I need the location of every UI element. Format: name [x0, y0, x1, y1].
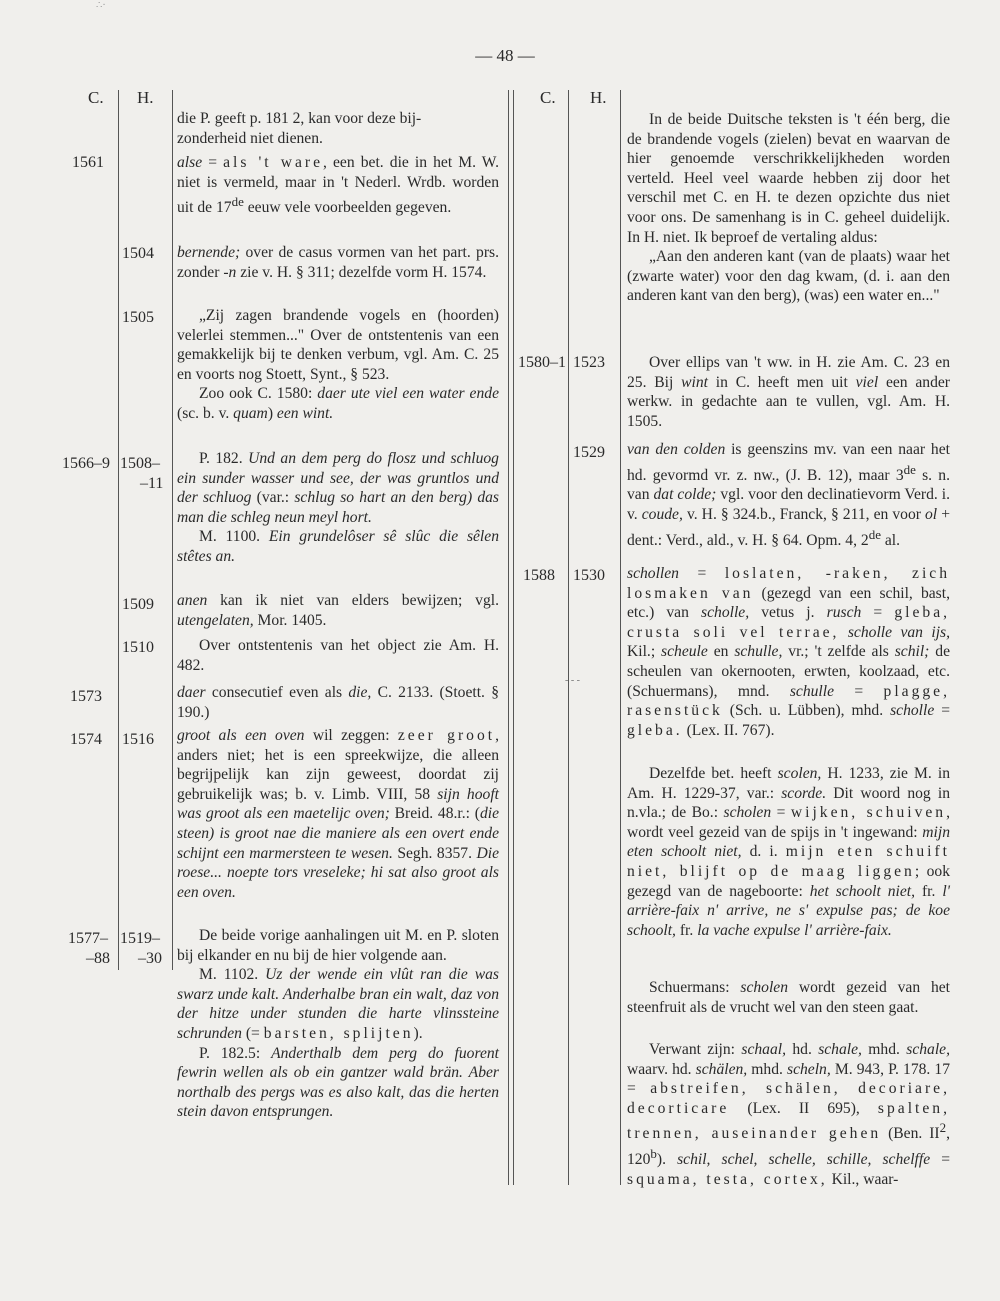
left-h-ref: 1505: [122, 309, 154, 326]
note-text: , 120: [627, 1125, 950, 1169]
quotation: Ein grundelôser sê slûc die sêlen stêtes an.: [177, 528, 499, 565]
note-text: =: [834, 682, 884, 700]
note-text: zie v. H. § 311; dezelfde vorm H. 1574.: [236, 263, 487, 281]
suffix: -n: [223, 263, 237, 281]
superscript: 2: [939, 1120, 947, 1136]
quotation: sijn hooft was groot als een maetelijc oven;: [177, 785, 499, 823]
headword: bernende;: [177, 244, 241, 261]
spaced-gloss: squama, testa, cortex,: [627, 1170, 828, 1188]
note-text: [839, 624, 847, 641]
quotation: een wint.: [276, 404, 334, 422]
note-text: M. 1102.: [199, 966, 266, 984]
note-text: hd.: [786, 1041, 819, 1058]
spaced-gloss: gleba, crusta soli vel terrae,: [627, 604, 951, 641]
note-text: ).: [656, 1151, 666, 1169]
note-text: consecutief even als: [205, 684, 349, 701]
note-block: [177, 683, 499, 722]
left-c-ref: 1577–: [68, 930, 108, 947]
note-text: waarv. hd.: [627, 1060, 696, 1078]
quotation: mijn eten schoolt niet,: [627, 823, 950, 861]
note-block: [177, 153, 499, 218]
spaced-gloss: zeer groot: [397, 727, 496, 744]
note-text: fr.: [915, 882, 943, 900]
page-smudge-mark: ∴·: [96, 0, 106, 11]
note-text: , wordt veel gezeid van de spijs in 't ingewand:: [627, 804, 950, 841]
note-text: vgl. voor den declinatievorm Verd. i. v.: [627, 486, 950, 523]
right-column-header-c: C.: [540, 88, 556, 107]
note-text: die P. geeft p. 181 2, kan voor deze bij-: [177, 110, 422, 127]
quotation: Und an dem perg do flosz und schluog ein sunder wasser und see, der was gruntlos und der schluog: [177, 450, 499, 507]
note-block: [177, 449, 499, 567]
note-text: „Zij zagen brandende vogels en (hoorden) velerlei stemmen..." Over de ontstentenis van een gemakkelijk bij te denken verbum, vgl. Am. C. 25 en voorts nog Stoett, Synt., § 523.: [177, 307, 499, 383]
spaced-gloss: mijn eten schuift niet, blijft op de maag liggen: [627, 843, 950, 880]
right-column-header-h: H.: [590, 88, 607, 107]
left-column-divider-c: [118, 90, 119, 970]
quotation: la vache expulse l' arrière-faix.: [697, 921, 892, 939]
quotation: quam: [233, 404, 268, 422]
note-text: =: [771, 804, 791, 822]
superscript: de: [903, 461, 916, 477]
spaced-gloss: als 't ware: [223, 154, 324, 171]
quotation: scholen: [740, 979, 789, 996]
note-text: al.: [880, 531, 901, 549]
spaced-gloss: abstreifen, schälen, decoriare, decorticare: [627, 1080, 950, 1117]
quotation: scholen: [723, 804, 772, 822]
note-text: H. 1233, zie M. in Am. H. 1229-37, var.:: [627, 765, 950, 802]
right-h-ref: 1529: [573, 444, 605, 461]
note-text: Over ontstentenis van het object zie Am. H. 482.: [177, 637, 499, 674]
note-block: [627, 110, 950, 306]
note-block: [627, 564, 950, 740]
left-column-header-h: H.: [137, 88, 154, 107]
quotation: schil;: [894, 643, 930, 661]
note-text: d. i.: [741, 843, 786, 861]
note-text: + dent.: Verd., ald., v. H. § 64. Opm. 4, 2: [627, 505, 950, 549]
spaced-gloss: barsten, splijten: [263, 1024, 414, 1042]
note-block: [627, 1040, 950, 1190]
note-text: Kil., waar-: [827, 1170, 899, 1188]
quotation: die,: [348, 684, 372, 701]
note-text: en: [707, 643, 735, 661]
note-text: In de beide Duitsche teksten is 't één berg, die de brandende vogels (zielen) bevat en waarvan de hier genoemde verschrikkelijkheden worden verteld. Heel veel waarde hebben zij door het verschil met C. en H. te dezen opzichte dus niet voor ons. De samenhang is in C. geheel duidelijk. In H. niet. Ik beproef de vertaling aldus:: [627, 111, 950, 246]
note-block: [627, 764, 950, 940]
note-text: Schuermans:: [649, 979, 741, 996]
quotation: wint: [681, 373, 709, 391]
note-text: over de casus vormen van het part. prs. zonder: [177, 244, 499, 281]
quotation: viel: [855, 373, 879, 391]
quotation: Anderthalb dem perg do fuorent fewrin wellen als ob ein gantzer wald brän. Aber northalb des pergs was es also kalt, das die herten stein davon entsprungen.: [177, 1044, 499, 1121]
quotation: daer ute viel een water ende: [317, 385, 499, 403]
left-h-ref: 1519–: [120, 930, 160, 947]
right-h-ref: 1523: [573, 354, 605, 371]
note-text: „Aan den anderen kant (van de plaats) waar het (zwarte water) voor den dag kwam, (d. i. aan den anderen kant van den berg), (was) een water en...": [627, 248, 950, 305]
quotation: dat colde;: [653, 486, 717, 504]
left-h-ref: 1509: [122, 596, 154, 613]
superscript: b: [650, 1146, 657, 1162]
note-text: =: [934, 702, 950, 720]
note-text: ).: [413, 1024, 423, 1042]
note-block: [177, 306, 499, 424]
left-c-ref: 1561: [72, 154, 104, 171]
center-divider-2: [513, 90, 514, 1185]
right-h-ref: 1530: [573, 567, 605, 584]
note-text: , anders niet; het is een spreekwijze, die alleen begrijpelijk kan zijn geweest, doordat zij gebruikelijk was; b. v. Limb. VIII, 58: [177, 727, 499, 803]
note-text: Segh. 8357.: [392, 844, 477, 862]
headword: schollen: [627, 565, 679, 582]
note-block: [627, 440, 950, 550]
quotation: scheule: [661, 643, 708, 661]
quotation: scholle,: [701, 604, 750, 622]
note-text: ; ook gezegd van de nageboorte:: [627, 862, 951, 900]
note-text: eeuw vele voorbeelden gegeven.: [243, 199, 452, 217]
note-text: wil zeggen:: [304, 727, 398, 744]
note-block: [177, 243, 499, 282]
note-text: (var.:: [251, 489, 295, 507]
note-text: Kil.;: [627, 643, 662, 661]
quotation: ol: [925, 505, 938, 523]
spaced-gloss: plagge, rasenstück: [627, 682, 950, 720]
note-text: s. n. van: [627, 466, 950, 504]
note-text: (=: [241, 1024, 264, 1042]
note-text: de scheulen van okernooten, erwten, koolzaad, etc. (Schuermans), mnd.: [627, 643, 950, 700]
note-block: [627, 353, 950, 431]
quotation: scholle: [890, 702, 935, 720]
headword: van den colden: [627, 441, 726, 458]
headword: anen: [177, 592, 208, 609]
left-h-ref: 1508–: [120, 455, 160, 472]
left-c-ref: 1566–9: [62, 455, 110, 472]
quotation: het schoolt niet,: [809, 882, 916, 900]
note-text: , een bet. die in het M. W. niet is vermeld, maar in 't Nederl. Wrdb. worden uit de 17: [177, 154, 499, 217]
right-column-divider-c: [568, 90, 569, 1185]
note-text: mhd.: [861, 1041, 907, 1058]
note-text: P. 182.: [199, 450, 249, 467]
quotation: scorde.: [781, 784, 827, 802]
note-text: (gezegd van een schil, bast, etc.) van: [627, 584, 950, 622]
right-c-ref: 1588: [523, 567, 555, 584]
note-text: C. 2133. (Stoett. § 190.): [177, 684, 499, 721]
note-text: (Lex. II. 767).: [682, 721, 775, 739]
note-block: [177, 109, 499, 148]
note-block: [177, 726, 499, 902]
note-text: (Sch. u. Lübben), mhd.: [722, 702, 891, 720]
note-text: een ander werkw. in gedachte aan te vullen, vgl. Am. H. 1505.: [627, 373, 950, 430]
note-text: De beide vorige aanhalingen uit M. en P. sloten bij elkander en nu bij de hier volgende aan.: [177, 927, 499, 964]
note-text: =: [930, 1151, 951, 1169]
spaced-gloss: wijken, schuiven: [790, 804, 947, 822]
left-h-ref: 1504: [122, 245, 154, 262]
note-text: Mor. 1405.: [253, 611, 327, 629]
spaced-gloss: loslaten, -raken, zich losmaken van: [627, 565, 951, 602]
left-c-ref: 1574: [70, 731, 102, 748]
note-text: ): [267, 404, 277, 422]
quotation: schale,: [906, 1041, 950, 1058]
left-column-divider-h: [172, 90, 173, 970]
note-text: is geenszins mv. van een naar het hd. gevormd vr. z. nw., (J. B. 12), maar 3: [627, 441, 950, 484]
note-text: Zoo ook C. 1580:: [199, 385, 318, 403]
left-column-header-c: C.: [88, 88, 104, 107]
left-h-ref: 1516: [122, 731, 154, 748]
margin-mark: - - -: [565, 675, 580, 686]
spaced-gloss: spalten, trennen, auseinander gehen: [627, 1099, 950, 1143]
note-text: P. 182.5:: [199, 1044, 272, 1062]
headword: daer: [177, 684, 206, 701]
note-text: mhd.: [747, 1060, 788, 1078]
spaced-gloss: gleba.: [627, 721, 683, 739]
quotation: schlug so hart an den berg) das man die schleg neun meyl hort.: [177, 489, 499, 526]
left-c-ref: 1573: [70, 688, 102, 705]
note-text: M. 1100.: [199, 528, 269, 546]
left-h-ref: 1510: [122, 639, 154, 656]
quotation: coude,: [641, 505, 683, 523]
superscript: de: [231, 194, 244, 210]
quotation: scolen,: [777, 765, 822, 782]
note-block: [177, 636, 499, 675]
quotation: Uz der wende ein vlût ran die was swarz unde kalt. Anderhalbe bran ein walt, daz von der hitze under stunden die harte vlinssteine schrunden: [177, 966, 500, 1042]
page-number: — 48 —: [475, 46, 535, 65]
note-text: vetus j.: [749, 604, 827, 622]
quotation: Die roese... noepte tors vreseleke; hi sat also groot als een oven.: [177, 844, 499, 901]
note-text: vr.; 't zelfde als: [782, 643, 895, 661]
quotation: schulle: [789, 682, 835, 700]
note-text: (Ben. II: [881, 1125, 940, 1143]
note-text: wordt gezeid van het steenfruit als de vrucht wel van den steen gaat.: [627, 979, 950, 1016]
left-h-ref: –30: [138, 950, 162, 967]
quotation: schaal,: [741, 1041, 786, 1058]
note-text: (sc. b. v.: [177, 404, 234, 422]
quotation: schälen,: [695, 1060, 748, 1078]
note-text: Breid. 48.r.: (: [389, 805, 480, 823]
quotation: die steen) is groot nae die maniere als een overt ende schijnt een marmersteen te wesen.: [177, 805, 499, 862]
quotation: scholle van ijs,: [847, 623, 950, 641]
note-text: Over ellips van 't ww. in H. zie Am. C. 23 en 25. Bij: [627, 354, 950, 391]
quotation: rusch: [826, 604, 862, 622]
note-text: M. 943, P. 178. 17 =: [627, 1060, 950, 1098]
headword: alse: [177, 154, 203, 171]
note-text: =: [678, 565, 725, 582]
note-block: [177, 591, 499, 630]
right-c-ref: 1580–1: [518, 354, 566, 371]
center-divider-1: [508, 90, 509, 1185]
note-text: (Lex. II 695),: [729, 1099, 878, 1117]
right-column-divider-h: [620, 90, 621, 1185]
quotation: schil, schel, schelle, schille, schelffe: [677, 1151, 931, 1169]
quotation: schale,: [818, 1041, 862, 1058]
superscript: de: [868, 526, 881, 542]
note-text: Verwant zijn:: [649, 1041, 742, 1058]
quotation: l' arrière-faix n' arrive, ne s' expulse pas; de koe schoolt,: [627, 882, 950, 939]
note-block: [627, 978, 950, 1017]
note-block: [177, 926, 499, 1122]
left-c-ref: –88: [86, 950, 110, 967]
quotation: schulle,: [734, 643, 783, 661]
note-text: v. H. § 324.b., Franck, § 211, en voor: [682, 505, 925, 523]
note-text: =: [202, 154, 224, 171]
left-h-ref: –11: [140, 475, 164, 492]
note-text: Dezelfde bet. heeft: [649, 765, 778, 782]
note-text: in C. heeft men uit: [708, 373, 856, 391]
note-text: fr.: [675, 921, 698, 939]
note-text: kan ik niet van elders bewijzen; vgl.: [207, 592, 499, 609]
headword: groot als een oven: [177, 727, 305, 744]
note-text: =: [861, 604, 895, 622]
note-text: Dit woord nog in n.vla.; de Bo.:: [627, 784, 950, 822]
note-text: zonderheid niet dienen.: [177, 129, 323, 147]
quotation: utengelaten,: [177, 611, 254, 629]
quotation: scheln,: [787, 1060, 831, 1078]
